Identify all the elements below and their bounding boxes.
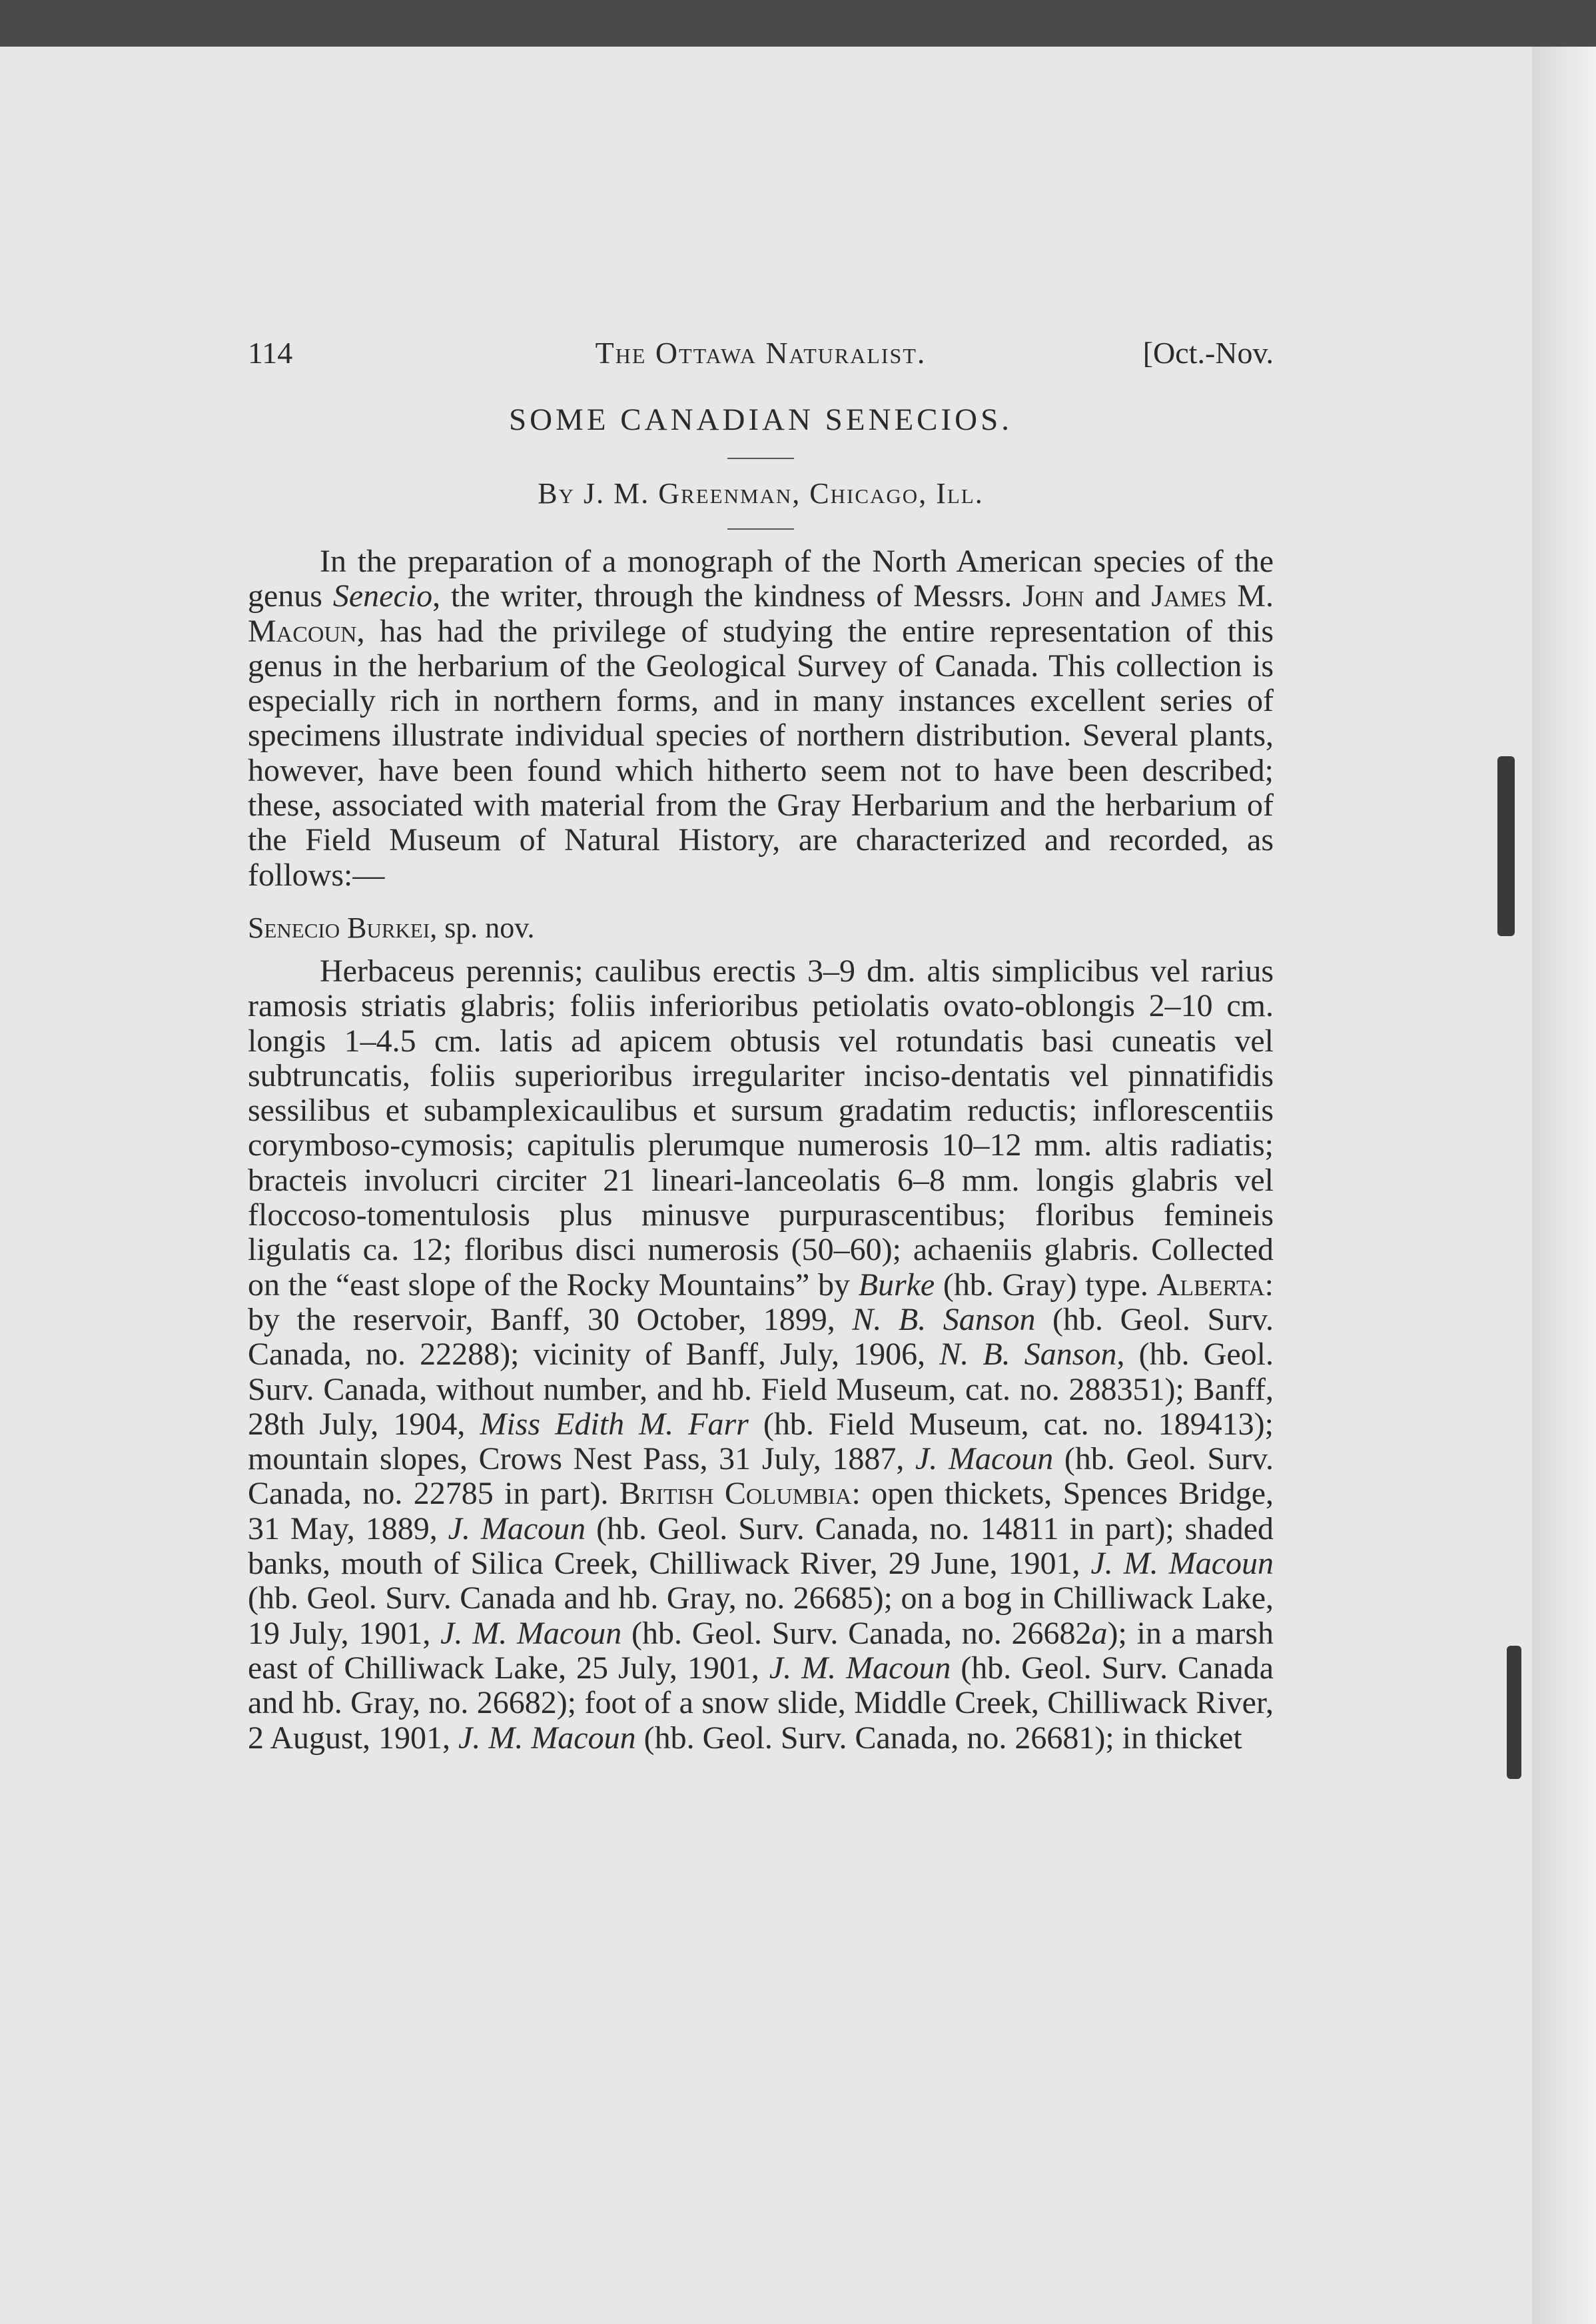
- journal-title: The Ottawa Naturalist.: [595, 336, 927, 370]
- byline: By J. M. Greenman, Chicago, Ill.: [538, 477, 984, 510]
- title-rule: [727, 458, 794, 459]
- page-edge: [1532, 47, 1596, 2324]
- page-number: 114: [248, 336, 293, 370]
- binding-clip-mark-lower: [1507, 1646, 1521, 1779]
- article-title: SOME CANADIAN SENECIOS.: [508, 402, 1013, 437]
- issue-date: [Oct.-Nov.: [1142, 336, 1274, 370]
- page-text: [248, 330, 1274, 1756]
- byline-rule: [727, 528, 794, 530]
- intro-paragraph: In the preparation of a monograph of the North American species of the genus Senecio, the writer, through the kindness of Messrs. John and James M. Macoun, has had the privilege of studying the entire representation of this genus in the herbarium of the Geological Survey of Canada. This collection is especially rich in northern forms, and in many instances excellent series of specimens illustrate individual species of northern distribution. Several plants, however, have been found which hitherto seem not to have been described; these, associated with material from the Gray Herbarium and the herbarium of the Field Museum of Natural History, are characterized and recorded, as follows:—: [248, 544, 1274, 893]
- binding-clip-mark-upper: [1497, 756, 1515, 936]
- running-head: [248, 330, 1274, 376]
- species-description: Herbaceus perennis; caulibus erectis 3–9 dm. altis simplicibus vel rarius ramosis striatis glabris; foliis inferioribus petiolatis ovato-oblongis 2–10 cm. longis 1–4.5 cm. latis ad apicem obtusis vel rotundatis basi cuneatis vel subtruncatis, foliis superioribus irregulariter inciso-dentatis vel pinnatifidis sessilibus et subamplexicaulibus et sursum gradatim reductis; inflorescentiis corymboso-cymosis; capitulis plerumque numerosis 10–12 mm. altis radiatis; bracteis involucri circiter 21 lineari-lanceolatis 6–8 mm. longis glabris vel floccoso-tomentulosis plus minusve purpurascentibus; floribus femineis ligulatis ca. 12; floribus disci numerosis (50–60); achaeniis glabris. Collected on the “east slope of the Rocky Mountains” by Burke (hb. Gray) type. Alberta: by the reservoir, Banff, 30 October, 1899, N. B. Sanson (hb. Geol. Surv. Canada, no. 22288); vicinity of Banff, July, 1906, N. B. Sanson, (hb. Geol. Surv. Canada, without number, and hb. Field Museum, cat. no. 288351); Banff, 28th July, 1904, Miss Edith M. Farr (hb. Field Museum, cat. no. 189413); mountain slopes, Crows Nest Pass, 31 July, 1887, J. Macoun (hb. Geol. Surv. Canada, no. 22785 in part). British Columbia: open thickets, Spences Bridge, 31 May, 1889, J. Macoun (hb. Geol. Surv. Canada, no. 14811 in part); shaded banks, mouth of Silica Creek, Chilliwack River, 29 June, 1901, J. M. Macoun (hb. Geol. Surv. Canada and hb. Gray, no. 26685); on a bog in Chilliwack Lake, 19 July, 1901, J. M. Macoun (hb. Geol. Surv. Canada, no. 26682a); in a marsh east of Chilliwack Lake, 25 July, 1901, J. M. Macoun (hb. Geol. Surv. Canada and hb. Gray, no. 26682); foot of a snow slide, Middle Creek, Chilliwack River, 2 August, 1901, J. M. Macoun (hb. Geol. Surv. Canada, no. 26681); in thicket: [248, 953, 1274, 1756]
- species-heading: Senecio Burkei, sp. nov.: [248, 911, 535, 944]
